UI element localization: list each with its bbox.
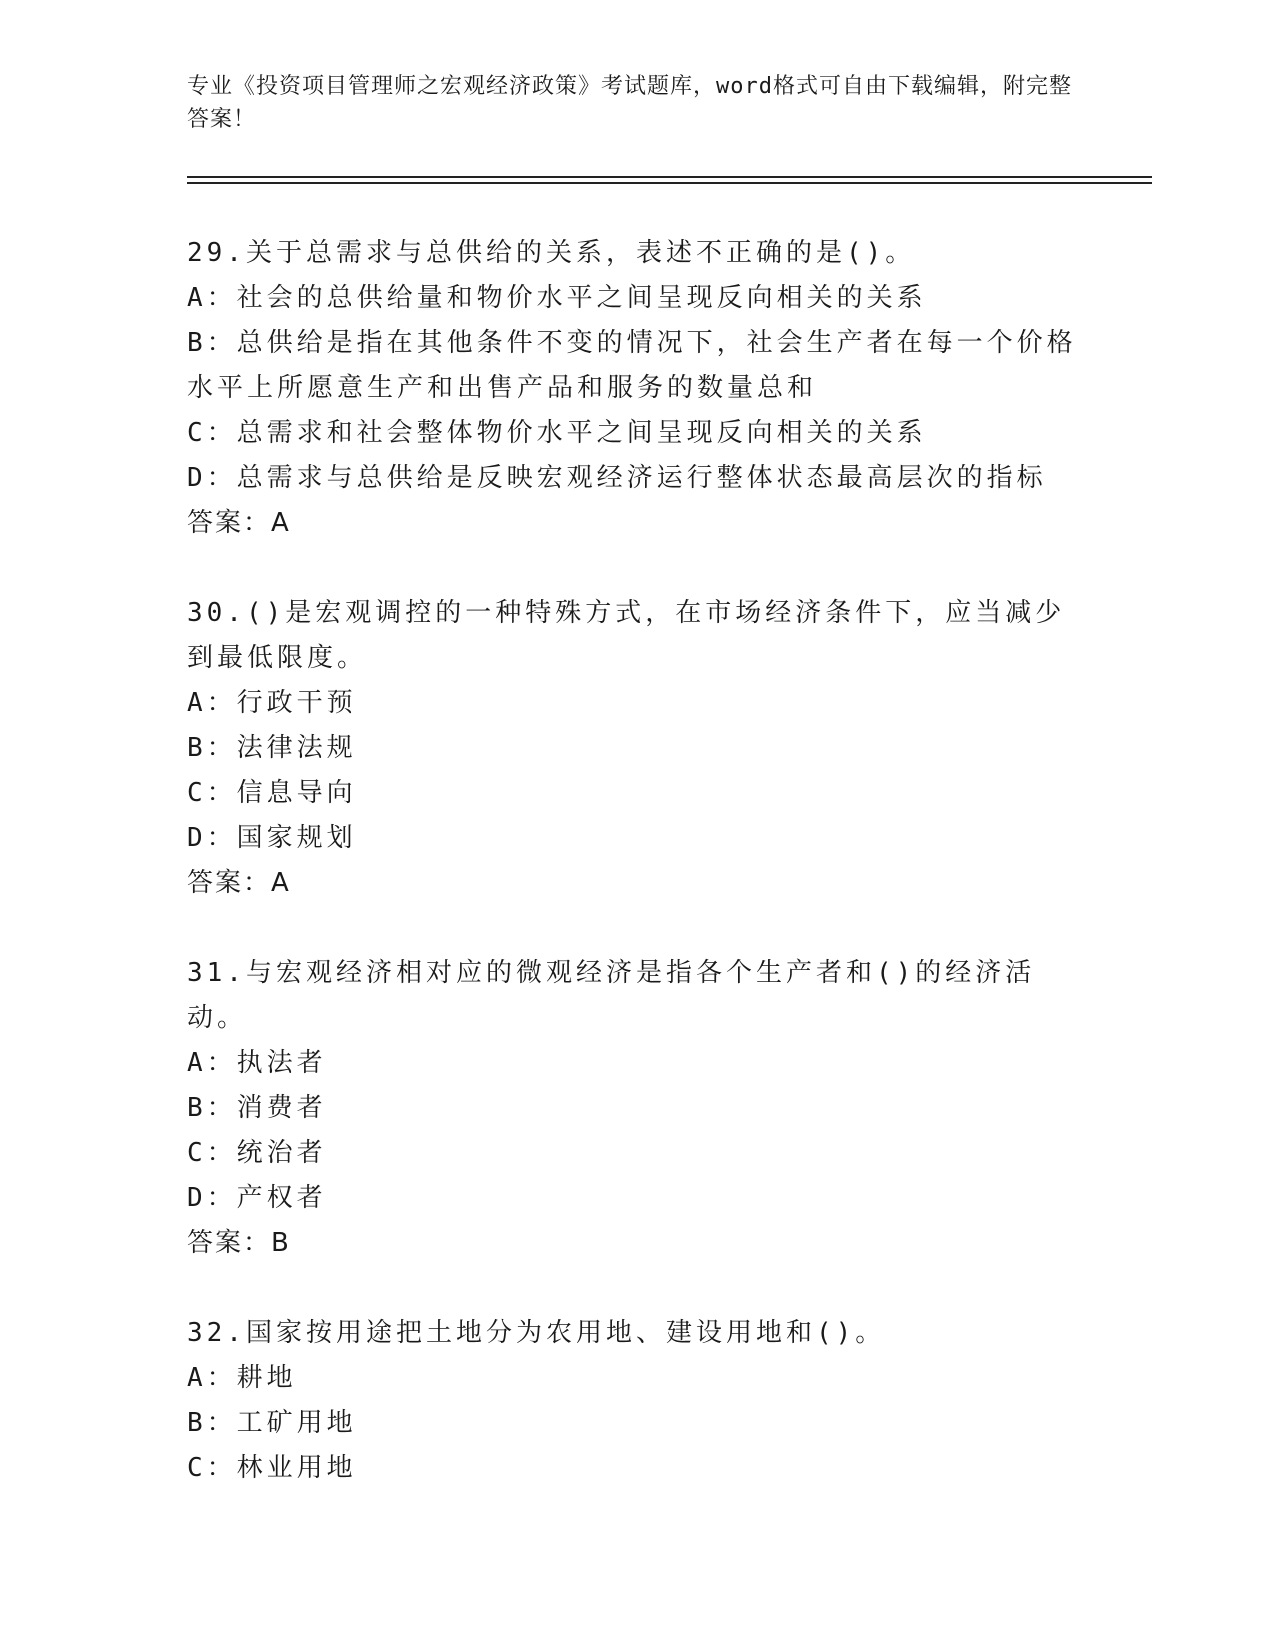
question-list [187,231,1087,1536]
question-31 [187,951,1087,1266]
option-a: A：行政干预 [187,688,357,718]
option-c: C：总需求和社会整体物价水平之间呈现反向相关的关系 [187,418,927,448]
answer: 答案：B [187,1228,291,1258]
option-b: B：总供给是指在其他条件不变的情况下，社会生产者在每一个价格水平上所愿意生产和出售产品和服务的数量总和 [187,328,1077,403]
option-a: A：执法者 [187,1048,327,1078]
document-header: 专业《投资项目管理师之宏观经济政策》考试题库，word格式可自由下载编辑，附完整答案！ [187,74,1072,132]
option-a: A：耕地 [187,1363,297,1393]
question-30 [187,591,1087,906]
option-d: D：产权者 [187,1183,327,1213]
question-29 [187,231,1087,546]
question-stem: 29.关于总需求与总供给的关系，表述不正确的是()。 [187,238,916,268]
option-a: A：社会的总供给量和物价水平之间呈现反向相关的关系 [187,283,927,313]
header-divider-bottom [187,182,1152,184]
option-b: B：法律法规 [187,733,357,763]
answer: 答案：A [187,868,291,898]
question-stem: 32.国家按用途把土地分为农用地、建设用地和()。 [187,1318,886,1348]
option-c: C：林业用地 [187,1453,357,1483]
header-divider-top [187,176,1152,178]
option-c: C：信息导向 [187,778,357,808]
option-b: B：工矿用地 [187,1408,357,1438]
answer: 答案：A [187,508,291,538]
option-b: B：消费者 [187,1093,327,1123]
question-32 [187,1311,1087,1491]
option-c: C：统治者 [187,1138,327,1168]
option-d: D：总需求与总供给是反映宏观经济运行整体状态最高层次的指标 [187,463,1047,493]
question-stem: 31.与宏观经济相对应的微观经济是指各个生产者和()的经济活动。 [187,958,1036,1033]
option-d: D：国家规划 [187,823,357,853]
question-stem: 30.()是宏观调控的一种特殊方式，在市场经济条件下，应当减少到最低限度。 [187,598,1066,673]
